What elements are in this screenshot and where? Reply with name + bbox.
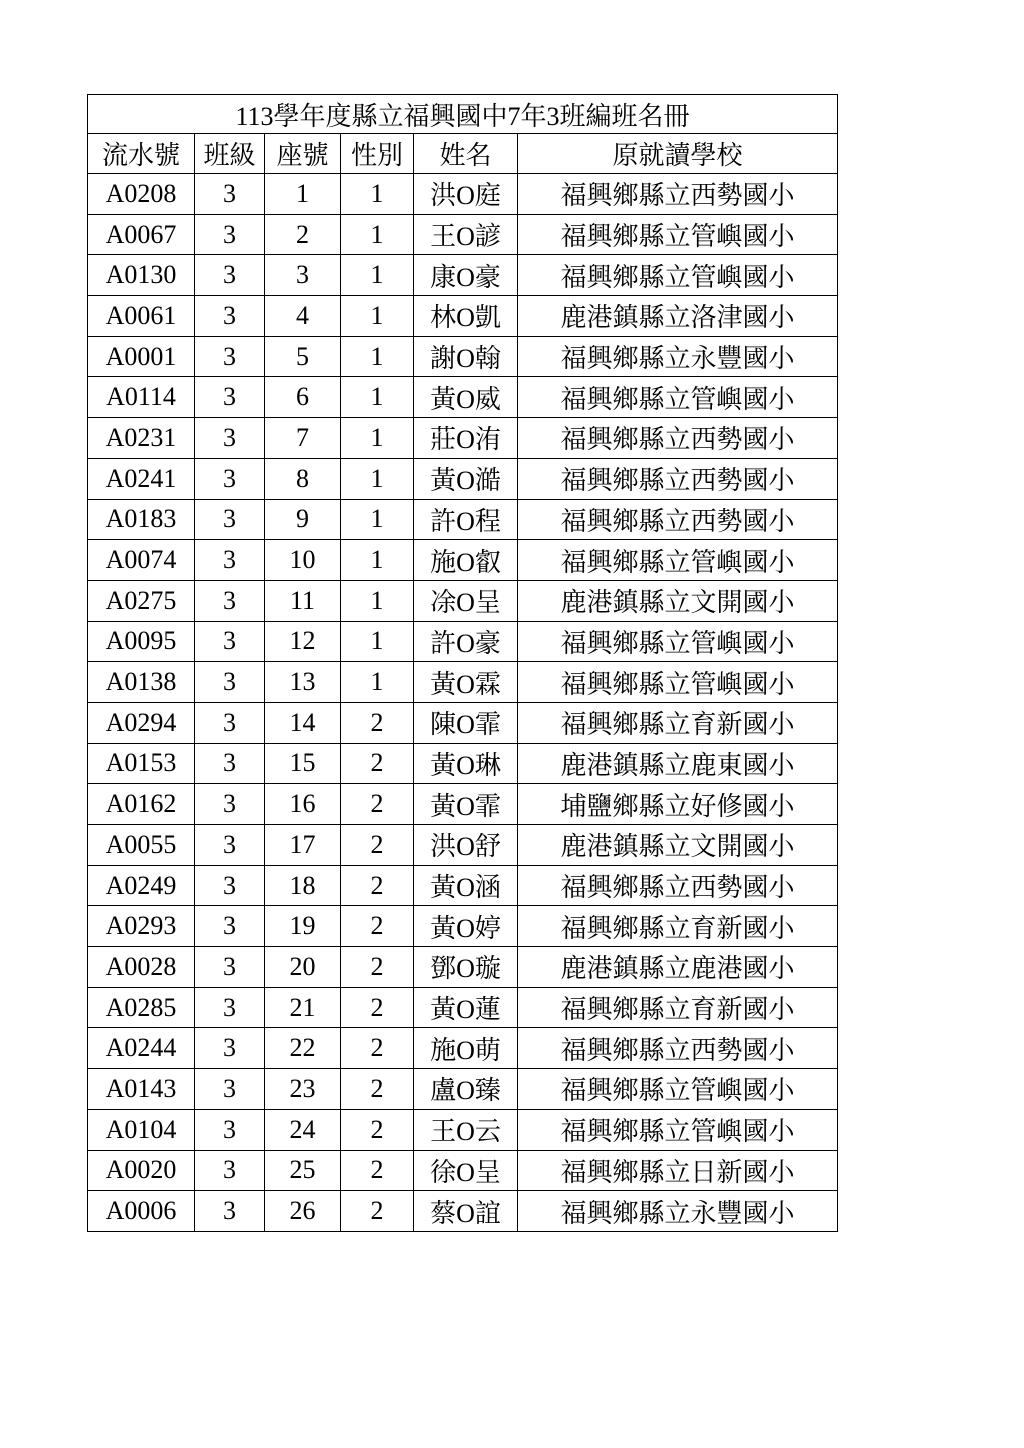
serial-cell: A0244 bbox=[88, 1028, 195, 1069]
serial-cell: A0028 bbox=[88, 947, 195, 988]
table-row bbox=[88, 743, 838, 784]
class-cell: 3 bbox=[195, 1191, 265, 1232]
class-roster-table bbox=[87, 94, 838, 1232]
table-row bbox=[88, 336, 838, 377]
serial-cell: A0241 bbox=[88, 458, 195, 499]
gender-cell: 2 bbox=[341, 1028, 414, 1069]
serial-cell: A0055 bbox=[88, 825, 195, 866]
class-cell: 3 bbox=[195, 580, 265, 621]
header-gender: 性別 bbox=[341, 134, 414, 174]
class-cell: 3 bbox=[195, 865, 265, 906]
school-cell: 福興鄉縣立管嶼國小 bbox=[518, 255, 838, 296]
school-cell: 福興鄉縣立管嶼國小 bbox=[518, 377, 838, 418]
school-cell: 福興鄉縣立西勢國小 bbox=[518, 499, 838, 540]
gender-cell: 2 bbox=[341, 1109, 414, 1150]
table-row bbox=[88, 662, 838, 703]
gender-cell: 1 bbox=[341, 418, 414, 459]
serial-cell: A0095 bbox=[88, 621, 195, 662]
gender-cell: 1 bbox=[341, 255, 414, 296]
school-cell: 福興鄉縣立日新國小 bbox=[518, 1150, 838, 1191]
seat-cell: 21 bbox=[265, 987, 341, 1028]
seat-cell: 13 bbox=[265, 662, 341, 703]
serial-cell: A0143 bbox=[88, 1069, 195, 1110]
gender-cell: 2 bbox=[341, 1150, 414, 1191]
school-cell: 福興鄉縣立育新國小 bbox=[518, 906, 838, 947]
table-row bbox=[88, 1150, 838, 1191]
class-cell: 3 bbox=[195, 418, 265, 459]
seat-cell: 10 bbox=[265, 540, 341, 581]
gender-cell: 2 bbox=[341, 947, 414, 988]
gender-cell: 1 bbox=[341, 377, 414, 418]
seat-cell: 6 bbox=[265, 377, 341, 418]
seat-cell: 26 bbox=[265, 1191, 341, 1232]
school-cell: 福興鄉縣立西勢國小 bbox=[518, 1028, 838, 1069]
table-row bbox=[88, 987, 838, 1028]
seat-cell: 2 bbox=[265, 214, 341, 255]
name-cell: 施O叡 bbox=[414, 540, 518, 581]
seat-cell: 24 bbox=[265, 1109, 341, 1150]
class-cell: 3 bbox=[195, 1150, 265, 1191]
name-cell: 許O程 bbox=[414, 499, 518, 540]
class-cell: 3 bbox=[195, 174, 265, 215]
seat-cell: 23 bbox=[265, 1069, 341, 1110]
name-cell: 陳O霏 bbox=[414, 702, 518, 743]
serial-cell: A0074 bbox=[88, 540, 195, 581]
school-cell: 鹿港鎮縣立文開國小 bbox=[518, 580, 838, 621]
class-cell: 3 bbox=[195, 662, 265, 703]
seat-cell: 25 bbox=[265, 1150, 341, 1191]
serial-cell: A0162 bbox=[88, 784, 195, 825]
name-cell: 許O豪 bbox=[414, 621, 518, 662]
school-cell: 福興鄉縣立管嶼國小 bbox=[518, 621, 838, 662]
name-cell: 徐O呈 bbox=[414, 1150, 518, 1191]
name-cell: 凃O呈 bbox=[414, 580, 518, 621]
table-row bbox=[88, 174, 838, 215]
table-row bbox=[88, 458, 838, 499]
seat-cell: 19 bbox=[265, 906, 341, 947]
gender-cell: 2 bbox=[341, 784, 414, 825]
school-cell: 福興鄉縣立西勢國小 bbox=[518, 458, 838, 499]
class-cell: 3 bbox=[195, 336, 265, 377]
table-row bbox=[88, 296, 838, 337]
gender-cell: 2 bbox=[341, 1069, 414, 1110]
serial-cell: A0285 bbox=[88, 987, 195, 1028]
class-cell: 3 bbox=[195, 458, 265, 499]
class-cell: 3 bbox=[195, 784, 265, 825]
gender-cell: 1 bbox=[341, 174, 414, 215]
name-cell: 謝O翰 bbox=[414, 336, 518, 377]
seat-cell: 20 bbox=[265, 947, 341, 988]
seat-cell: 15 bbox=[265, 743, 341, 784]
name-cell: 黃O霏 bbox=[414, 784, 518, 825]
seat-cell: 7 bbox=[265, 418, 341, 459]
class-cell: 3 bbox=[195, 296, 265, 337]
gender-cell: 2 bbox=[341, 825, 414, 866]
seat-cell: 12 bbox=[265, 621, 341, 662]
serial-cell: A0249 bbox=[88, 865, 195, 906]
school-cell: 福興鄉縣立管嶼國小 bbox=[518, 214, 838, 255]
serial-cell: A0001 bbox=[88, 336, 195, 377]
name-cell: 洪O庭 bbox=[414, 174, 518, 215]
name-cell: 盧O臻 bbox=[414, 1069, 518, 1110]
name-cell: 鄧O璇 bbox=[414, 947, 518, 988]
name-cell: 黃O婷 bbox=[414, 906, 518, 947]
school-cell: 福興鄉縣立管嶼國小 bbox=[518, 1109, 838, 1150]
name-cell: 黃O涵 bbox=[414, 865, 518, 906]
table-row bbox=[88, 540, 838, 581]
class-cell: 3 bbox=[195, 255, 265, 296]
table-row bbox=[88, 377, 838, 418]
school-cell: 福興鄉縣立管嶼國小 bbox=[518, 540, 838, 581]
school-cell: 鹿港鎮縣立鹿港國小 bbox=[518, 947, 838, 988]
table-row bbox=[88, 580, 838, 621]
class-cell: 3 bbox=[195, 499, 265, 540]
table-row bbox=[88, 865, 838, 906]
gender-cell: 2 bbox=[341, 987, 414, 1028]
school-cell: 福興鄉縣立永豐國小 bbox=[518, 336, 838, 377]
serial-cell: A0130 bbox=[88, 255, 195, 296]
class-cell: 3 bbox=[195, 906, 265, 947]
serial-cell: A0061 bbox=[88, 296, 195, 337]
serial-cell: A0293 bbox=[88, 906, 195, 947]
seat-cell: 18 bbox=[265, 865, 341, 906]
gender-cell: 2 bbox=[341, 743, 414, 784]
class-cell: 3 bbox=[195, 743, 265, 784]
gender-cell: 1 bbox=[341, 499, 414, 540]
name-cell: 施O萌 bbox=[414, 1028, 518, 1069]
school-cell: 福興鄉縣立西勢國小 bbox=[518, 418, 838, 459]
name-cell: 林O凱 bbox=[414, 296, 518, 337]
table-row bbox=[88, 1109, 838, 1150]
serial-cell: A0294 bbox=[88, 702, 195, 743]
serial-cell: A0138 bbox=[88, 662, 195, 703]
class-cell: 3 bbox=[195, 214, 265, 255]
seat-cell: 8 bbox=[265, 458, 341, 499]
school-cell: 埔鹽鄉縣立好修國小 bbox=[518, 784, 838, 825]
name-cell: 黃O琳 bbox=[414, 743, 518, 784]
seat-cell: 1 bbox=[265, 174, 341, 215]
table-row bbox=[88, 1191, 838, 1232]
class-cell: 3 bbox=[195, 987, 265, 1028]
seat-cell: 9 bbox=[265, 499, 341, 540]
name-cell: 黃O澔 bbox=[414, 458, 518, 499]
header-seat: 座號 bbox=[265, 134, 341, 174]
gender-cell: 2 bbox=[341, 702, 414, 743]
school-cell: 福興鄉縣立管嶼國小 bbox=[518, 662, 838, 703]
class-cell: 3 bbox=[195, 1109, 265, 1150]
seat-cell: 5 bbox=[265, 336, 341, 377]
name-cell: 莊O洧 bbox=[414, 418, 518, 459]
header-name: 姓名 bbox=[414, 134, 518, 174]
gender-cell: 2 bbox=[341, 1191, 414, 1232]
class-cell: 3 bbox=[195, 825, 265, 866]
school-cell: 福興鄉縣立西勢國小 bbox=[518, 174, 838, 215]
class-cell: 3 bbox=[195, 540, 265, 581]
header-serial: 流水號 bbox=[88, 134, 195, 174]
serial-cell: A0275 bbox=[88, 580, 195, 621]
name-cell: 黃O蓮 bbox=[414, 987, 518, 1028]
seat-cell: 11 bbox=[265, 580, 341, 621]
school-cell: 福興鄉縣立育新國小 bbox=[518, 702, 838, 743]
name-cell: 康O豪 bbox=[414, 255, 518, 296]
name-cell: 洪O舒 bbox=[414, 825, 518, 866]
name-cell: 黃O霖 bbox=[414, 662, 518, 703]
class-cell: 3 bbox=[195, 947, 265, 988]
class-cell: 3 bbox=[195, 1028, 265, 1069]
table-row bbox=[88, 906, 838, 947]
seat-cell: 14 bbox=[265, 702, 341, 743]
gender-cell: 2 bbox=[341, 906, 414, 947]
serial-cell: A0104 bbox=[88, 1109, 195, 1150]
serial-cell: A0231 bbox=[88, 418, 195, 459]
gender-cell: 1 bbox=[341, 336, 414, 377]
class-cell: 3 bbox=[195, 621, 265, 662]
class-cell: 3 bbox=[195, 702, 265, 743]
serial-cell: A0183 bbox=[88, 499, 195, 540]
seat-cell: 22 bbox=[265, 1028, 341, 1069]
serial-cell: A0020 bbox=[88, 1150, 195, 1191]
seat-cell: 16 bbox=[265, 784, 341, 825]
table-row bbox=[88, 947, 838, 988]
name-cell: 王O諺 bbox=[414, 214, 518, 255]
name-cell: 蔡O誼 bbox=[414, 1191, 518, 1232]
table-row bbox=[88, 825, 838, 866]
seat-cell: 4 bbox=[265, 296, 341, 337]
header-school: 原就讀學校 bbox=[518, 134, 838, 174]
gender-cell: 1 bbox=[341, 458, 414, 499]
roster-title: 113學年度縣立福興國中7年3班編班名冊 bbox=[88, 95, 838, 134]
serial-cell: A0114 bbox=[88, 377, 195, 418]
gender-cell: 1 bbox=[341, 540, 414, 581]
gender-cell: 2 bbox=[341, 865, 414, 906]
table-row bbox=[88, 702, 838, 743]
gender-cell: 1 bbox=[341, 580, 414, 621]
gender-cell: 1 bbox=[341, 214, 414, 255]
name-cell: 王O云 bbox=[414, 1109, 518, 1150]
table-row bbox=[88, 1069, 838, 1110]
class-cell: 3 bbox=[195, 377, 265, 418]
table-row bbox=[88, 255, 838, 296]
school-cell: 福興鄉縣立管嶼國小 bbox=[518, 1069, 838, 1110]
school-cell: 鹿港鎮縣立文開國小 bbox=[518, 825, 838, 866]
gender-cell: 1 bbox=[341, 296, 414, 337]
name-cell: 黃O威 bbox=[414, 377, 518, 418]
table-row bbox=[88, 418, 838, 459]
table-row bbox=[88, 621, 838, 662]
serial-cell: A0208 bbox=[88, 174, 195, 215]
seat-cell: 17 bbox=[265, 825, 341, 866]
table-row bbox=[88, 1028, 838, 1069]
school-cell: 福興鄉縣立育新國小 bbox=[518, 987, 838, 1028]
table-row bbox=[88, 499, 838, 540]
header-row bbox=[88, 134, 838, 174]
seat-cell: 3 bbox=[265, 255, 341, 296]
school-cell: 鹿港鎮縣立洛津國小 bbox=[518, 296, 838, 337]
class-cell: 3 bbox=[195, 1069, 265, 1110]
table-row bbox=[88, 784, 838, 825]
gender-cell: 1 bbox=[341, 662, 414, 703]
serial-cell: A0067 bbox=[88, 214, 195, 255]
serial-cell: A0006 bbox=[88, 1191, 195, 1232]
table-row bbox=[88, 214, 838, 255]
school-cell: 福興鄉縣立西勢國小 bbox=[518, 865, 838, 906]
serial-cell: A0153 bbox=[88, 743, 195, 784]
header-class: 班級 bbox=[195, 134, 265, 174]
school-cell: 福興鄉縣立永豐國小 bbox=[518, 1191, 838, 1232]
gender-cell: 1 bbox=[341, 621, 414, 662]
school-cell: 鹿港鎮縣立鹿東國小 bbox=[518, 743, 838, 784]
